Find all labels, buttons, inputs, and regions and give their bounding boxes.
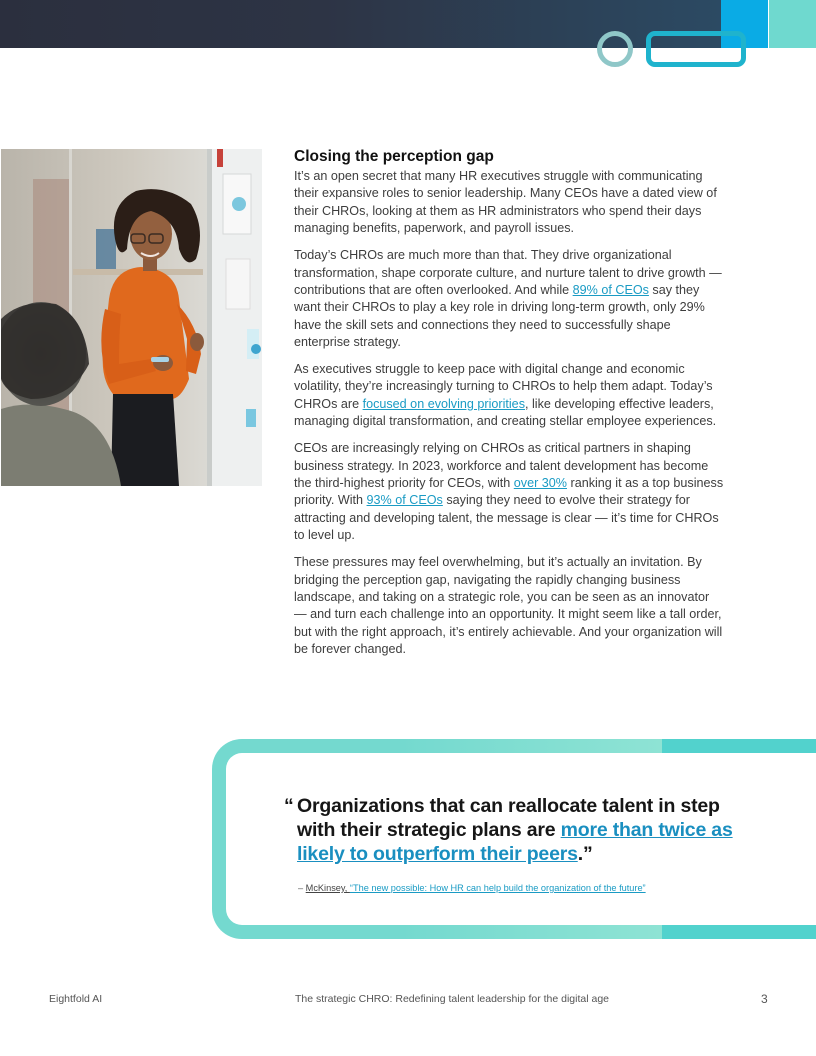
quote-text-before: Organizations that can reallocate talent in step with their strategic plans are xyxy=(297,795,720,841)
quote-border-accent xyxy=(662,739,816,753)
attribution-title-link[interactable]: “The new possible: How HR can help build the organization of the future” xyxy=(349,883,646,893)
attribution-dash: – xyxy=(298,883,306,893)
inline-citation-link[interactable]: 89% of CEOs xyxy=(572,282,649,297)
body-paragraph xyxy=(294,361,724,431)
paragraph-text: saying they need to evolve their strategy for attracting and developing talent, the message is clear — it’s time for CHROs to level up. xyxy=(294,493,719,543)
body-paragraph xyxy=(294,554,724,658)
footer-brand: Eightfold AI xyxy=(49,993,103,1005)
inline-citation-link[interactable]: 93% of CEOs xyxy=(366,493,443,508)
paragraph-list xyxy=(294,168,724,659)
decorative-circle-icon xyxy=(597,31,633,67)
attribution-source-link[interactable]: McKinsey, xyxy=(305,883,350,893)
paragraph-text: Today’s CHROs are much more than that. They drive organizational transformation, shape corporate culture, and nurture talent to drive growth — contributions that are often overlooked. And while xyxy=(294,248,722,297)
quote-border-accent xyxy=(662,925,816,939)
inline-citation-link[interactable]: over 30% xyxy=(513,476,567,490)
paragraph-text: ranking it as a top business priority. With xyxy=(294,476,724,508)
section-title: Closing the perception gap xyxy=(294,148,494,165)
paragraph-text: say they want their CHROs to play a key role in driving long-term growth, only 29% have the skill sets and connections they need to successfully shape enterprise strategy. xyxy=(294,282,705,350)
paragraph-text: CEOs are increasingly relying on CHROs as critical partners in shaping business strategy. In 2023, workforce and talent development has become the third-highest priority for CEOs, with xyxy=(294,441,709,490)
quote-border-accent xyxy=(400,739,662,753)
article-body xyxy=(294,147,724,668)
paragraph-text: These pressures may feel overwhelming, but it’s actually an invitation. By bridging the perception gap, navigating the rapidly changing business landscape, and taking on a strategic role, you can be seen as an innovator — and turn each challenge into an opportunity. It might seem like a tall order, but with the right approach, it’s entirely achievable. And your organization will be forever changed. xyxy=(294,555,723,657)
body-paragraph xyxy=(294,440,724,544)
quote-text xyxy=(297,794,737,866)
body-paragraph xyxy=(294,168,724,238)
inline-citation-link[interactable]: focused on evolving priorities xyxy=(362,396,525,411)
header-teal-block xyxy=(769,0,816,48)
quote-border-accent xyxy=(400,925,662,939)
body-paragraph xyxy=(294,247,724,351)
presenter-photo xyxy=(1,149,262,486)
quote-attribution xyxy=(298,882,646,894)
footer-document-title: The strategic CHRO: Redefining talent leadership for the digital age xyxy=(295,993,610,1005)
paragraph-text: It’s an open secret that many HR executives struggle with communicating their expansive roles to senior leadership. Many CEOs have a dated view of their CHROs, looking at them as HR administrators who spend their days managing benefits, paperwork, and payroll issues. xyxy=(294,169,717,236)
page-number: 3 xyxy=(761,992,768,1006)
photo-illustration xyxy=(1,149,262,486)
quote-open-mark: “ xyxy=(284,795,294,817)
quote-text-after: .” xyxy=(577,843,593,865)
quote-stat-link[interactable]: more than twice as likely to outperform their peers xyxy=(297,819,733,865)
paragraph-text: , like developing effective leaders, managing digital transformation, and creating stellar employee experiences. xyxy=(294,396,717,429)
decorative-pill-icon xyxy=(646,31,746,67)
paragraph-text: As executives struggle to keep pace with digital change and economic volatility, they’re increasingly turning to CHROs to help them adapt. Today’s CHROs are xyxy=(294,362,713,411)
